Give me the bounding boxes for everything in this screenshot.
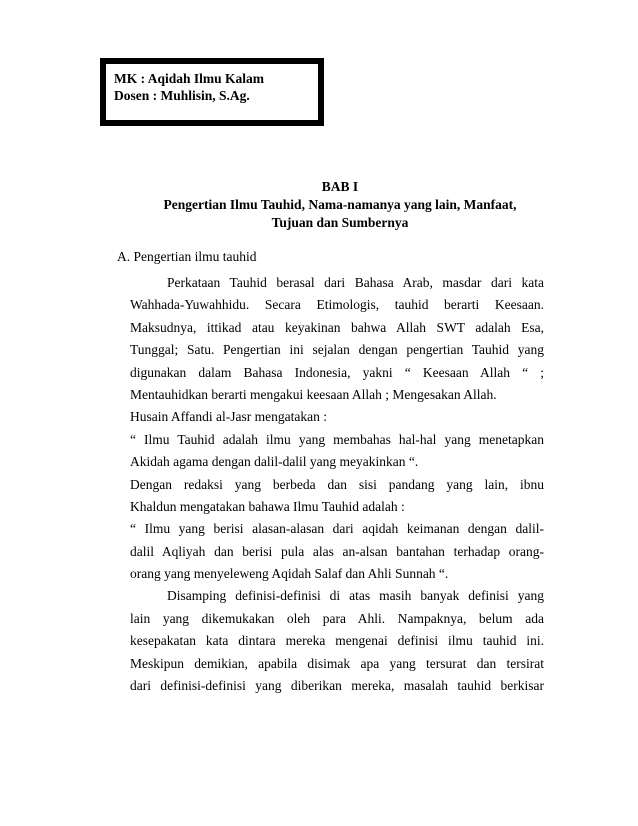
body-line: kesepakatan kata dintara mereka mengenai definisi ilmu tauhid ini. [130,633,544,649]
section-body [130,272,544,697]
chapter-title-block [120,178,560,232]
body-line: orang yang menyeleweng Aqidah Salaf dan Ahli Sunnah “. [130,566,449,582]
body-line: Khaldun mengatakan bahawa Ilmu Tauhid adalah : [130,498,405,514]
body-line: Mentauhidkan berarti mengakui keesaan Allah ; Mengesakan Allah. [130,386,497,402]
body-line: Husain Affandi al-Jasr mengatakan : [130,409,327,425]
body-line: Meskipun demikian, apabila disimak apa yang tersurat dan tersirat [130,655,544,671]
section-heading: A. Pengertian ilmu tauhid [117,249,257,264]
body-line: lain yang dikemukakan oleh para Ahli. Nampaknya, belum ada [130,610,544,626]
body-line: Akidah agama dengan dalil-dalil yang meyakinkan “. [130,454,419,470]
body-line: “ Ilmu Tauhid adalah ilmu yang membahas hal-hal yang menetapkan [130,431,544,447]
body-line: “ Ilmu yang berisi alasan-alasan dari aqidah keimanan dengan dalil- [130,521,544,537]
chapter-label: BAB I [321,179,359,194]
chapter-title-line-2: Tujuan dan Sumbernya [271,215,409,230]
chapter-title-line-1: Pengertian Ilmu Tauhid, Nama-namanya yang lain, Manfaat, [163,197,517,212]
lecturer-line: Dosen : Muhlisin, S.Ag. [114,88,250,103]
body-line: Maksudnya, ittikad atau keyakinan bahwa Allah SWT adalah Esa, [130,319,544,335]
course-line: MK : Aqidah Ilmu Kalam [114,71,265,86]
body-line: digunakan dalam Bahasa Indonesia, yakni “ Keesaan Allah “ ; [130,364,544,380]
body-line: Disamping definisi-definisi di atas masih banyak definisi yang [167,588,544,604]
body-line: Dengan redaksi yang berbeda dan sisi pandang yang lain, ibnu [130,476,544,492]
body-line: dari definisi-definisi yang diberikan mereka, masalah tauhid berkisar [130,678,544,694]
course-info-box [100,58,324,126]
body-line: Perkataan Tauhid berasal dari Bahasa Arab, masdar dari kata [167,275,544,290]
body-line: Wahhada-Yuwahhidu. Secara Etimologis, tauhid berarti Keesaan. [130,297,544,313]
body-line: Tunggal; Satu. Pengertian ini sejalan dengan pengertian Tauhid yang [130,342,544,358]
body-line: dalil Aqliyah dan berisi pula alas an-alsan bantahan terhadap orang- [130,543,544,559]
